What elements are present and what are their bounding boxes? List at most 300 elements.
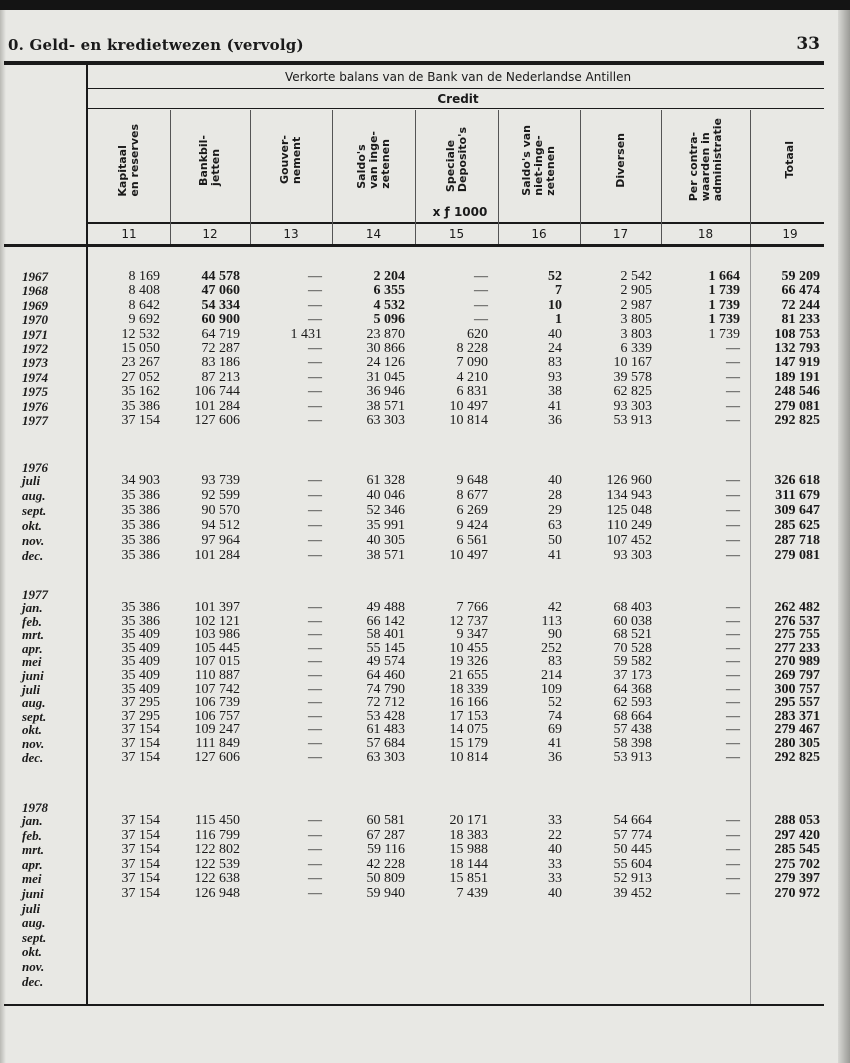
cell-col-15: 7 766 — [456, 600, 488, 615]
cell-col-16: 93 — [548, 369, 562, 385]
cell-col-19: 279 397 — [774, 871, 820, 887]
column-header-18 — [661, 110, 750, 210]
table-row — [0, 902, 850, 916]
cell-col-18: — — [726, 722, 740, 738]
cell-col-14: 52 346 — [366, 502, 405, 518]
cell-col-12: 83 186 — [201, 355, 240, 371]
cell-col-13: — — [308, 502, 322, 518]
column-number: 13 — [283, 227, 299, 241]
cell-col-14: 53 428 — [366, 708, 405, 724]
column-header-11 — [88, 110, 170, 210]
cell-col-19: 292 825 — [774, 413, 820, 428]
section-credit: Credit — [437, 92, 479, 106]
row-label: okt. — [22, 722, 42, 738]
cell-col-13: — — [308, 695, 322, 711]
cell-col-14: 2 204 — [373, 269, 405, 284]
cell-col-14: 58 401 — [366, 627, 405, 643]
cell-col-19: 285 625 — [774, 517, 820, 533]
table-row — [0, 299, 850, 313]
cell-col-12: 101 284 — [194, 547, 240, 563]
cell-col-16: 24 — [548, 341, 562, 356]
cell-col-19: 81 233 — [781, 312, 820, 328]
cell-col-18: — — [726, 369, 740, 385]
cell-col-18: — — [726, 532, 740, 548]
cell-col-16: 40 — [548, 326, 562, 342]
table-row — [0, 371, 850, 385]
cell-col-12: 94 512 — [201, 517, 240, 533]
table-row — [0, 519, 850, 533]
cell-col-11: 8 169 — [128, 269, 160, 284]
column-header-15 — [415, 110, 498, 210]
table-row — [0, 270, 850, 284]
cell-col-19: 108 753 — [774, 326, 820, 342]
cell-col-17: 68 403 — [613, 600, 652, 615]
cell-col-17: 58 398 — [613, 736, 652, 751]
cell-col-14: 42 228 — [366, 856, 405, 872]
cell-col-19: 283 371 — [774, 708, 820, 724]
cell-col-13: — — [308, 384, 322, 400]
cell-col-14: 38 571 — [366, 398, 405, 414]
cell-col-17: 2 905 — [620, 283, 652, 299]
column-divider — [750, 110, 751, 244]
cell-col-14: 61 328 — [366, 473, 405, 488]
row-label: mrt. — [22, 627, 45, 643]
cell-col-15: — — [474, 312, 488, 328]
cell-col-13: — — [308, 355, 322, 371]
cell-col-14: 59 116 — [367, 842, 405, 858]
cell-col-13: — — [308, 341, 322, 356]
cell-col-18: — — [726, 547, 740, 563]
cell-col-14: 74 790 — [366, 681, 405, 697]
table-row — [0, 737, 850, 751]
cell-col-11: 27 052 — [121, 369, 160, 385]
table-row — [0, 504, 850, 518]
cell-col-11: 37 154 — [121, 813, 160, 828]
cell-col-18: 1 739 — [708, 283, 740, 299]
column-divider — [170, 110, 171, 244]
cell-col-14: 5 096 — [373, 312, 405, 328]
cell-col-17: 62 593 — [613, 695, 652, 711]
table-row — [0, 313, 850, 327]
cell-col-17: 52 913 — [613, 871, 652, 887]
row-label: aug. — [22, 915, 46, 931]
column-divider — [332, 110, 333, 244]
row-label: apr. — [22, 640, 43, 656]
cell-col-11: 35 409 — [121, 681, 160, 697]
cell-col-17: 70 528 — [613, 640, 652, 656]
cell-col-18: — — [726, 502, 740, 518]
cell-col-19: 279 081 — [774, 547, 820, 563]
cell-col-18: — — [726, 473, 740, 488]
cell-col-19: 262 482 — [774, 600, 820, 615]
cell-col-19: 309 647 — [774, 502, 820, 518]
cell-col-16: 50 — [548, 532, 562, 548]
cell-col-18: — — [726, 355, 740, 371]
cell-col-19: 189 191 — [774, 369, 820, 385]
cell-col-15: 10 455 — [449, 640, 488, 656]
table-row — [0, 474, 850, 488]
column-header-17 — [580, 110, 661, 210]
table-row — [0, 669, 850, 683]
rule — [88, 222, 824, 224]
cell-col-13: — — [308, 640, 322, 656]
cell-col-17: 6 339 — [620, 341, 652, 356]
column-number: 14 — [365, 227, 382, 241]
column-divider — [580, 110, 581, 244]
row-label: sept. — [22, 502, 47, 518]
cell-col-18: — — [726, 627, 740, 643]
cell-col-19: 295 557 — [774, 695, 820, 711]
cell-col-15: 8 228 — [456, 341, 488, 356]
row-label: mei — [22, 654, 42, 670]
cell-col-15: 10 497 — [449, 547, 488, 563]
cell-col-19: 275 755 — [774, 627, 820, 643]
cell-col-19: 132 793 — [774, 341, 820, 356]
cell-col-17: 3 803 — [620, 326, 652, 342]
block-year-label: 1977 — [22, 587, 48, 602]
cell-col-17: 62 825 — [613, 384, 652, 400]
cell-col-13: — — [308, 413, 322, 428]
column-number: 19 — [782, 227, 798, 241]
cell-col-15: — — [474, 269, 488, 284]
column-number: 18 — [697, 227, 714, 241]
cell-col-12: 54 334 — [201, 297, 240, 313]
cell-col-15: 10 814 — [449, 749, 488, 765]
row-label: okt. — [22, 944, 42, 960]
cell-col-14: 49 574 — [366, 654, 405, 670]
column-number: 17 — [612, 227, 629, 241]
cell-col-13: — — [308, 736, 322, 751]
cell-col-19: 292 825 — [774, 749, 820, 765]
cell-col-16: 1 — [555, 312, 562, 328]
cell-col-13: — — [308, 517, 322, 533]
cell-col-14: 30 866 — [366, 341, 405, 356]
cell-col-12: 90 570 — [201, 502, 240, 518]
cell-col-14: 36 946 — [366, 384, 405, 400]
cell-col-18: — — [726, 827, 740, 843]
bottom-rule — [4, 1004, 824, 1006]
cell-col-13: — — [308, 856, 322, 872]
cell-col-11: 37 295 — [121, 695, 160, 711]
cell-col-16: 40 — [548, 842, 562, 858]
column-header-label: Saldo's van inge- zetenen — [354, 131, 392, 189]
row-label: 1971 — [22, 326, 48, 342]
rule — [88, 88, 824, 89]
page-number: 33 — [796, 34, 820, 54]
cell-col-14: 55 145 — [366, 640, 405, 656]
cell-col-16: 22 — [548, 827, 562, 843]
cell-col-19: 287 718 — [774, 532, 820, 548]
table-row — [0, 400, 850, 414]
cell-col-17: 125 048 — [606, 502, 652, 518]
cell-col-15: 8 677 — [456, 487, 488, 503]
row-label: 1970 — [22, 312, 48, 328]
row-label: dec. — [22, 547, 44, 563]
table-row — [0, 916, 850, 930]
cell-col-16: 69 — [548, 722, 562, 738]
cell-col-12: 122 539 — [194, 856, 240, 872]
cell-col-15: 16 166 — [449, 695, 488, 711]
row-label: juli — [22, 473, 41, 488]
cell-col-14: 66 142 — [366, 613, 405, 629]
cell-col-19: 275 702 — [774, 856, 820, 872]
cell-col-15: 6 269 — [456, 502, 488, 518]
cell-col-11: 37 154 — [121, 749, 160, 765]
cell-col-12: 111 849 — [195, 736, 240, 751]
cell-col-18: — — [726, 640, 740, 656]
table-row — [0, 829, 850, 843]
cell-col-19: 72 244 — [781, 297, 820, 313]
column-header-13 — [250, 110, 332, 210]
cell-col-15: 12 737 — [449, 613, 488, 629]
table-row — [0, 601, 850, 615]
cell-col-15: 620 — [467, 326, 488, 342]
cell-col-11: 37 154 — [121, 413, 160, 428]
cell-col-11: 35 162 — [121, 384, 160, 400]
cell-col-11: 37 154 — [121, 856, 160, 872]
cell-col-16: 36 — [548, 749, 562, 765]
cell-col-14: 24 126 — [366, 355, 405, 371]
cell-col-14: 38 571 — [366, 547, 405, 563]
cell-col-15: 17 153 — [449, 708, 488, 724]
cell-col-11: 35 409 — [121, 654, 160, 670]
column-header-label: Kapitaal en reserves — [116, 123, 141, 197]
cell-col-16: 40 — [548, 886, 562, 901]
cell-col-13: — — [308, 613, 322, 629]
cell-col-14: 31 045 — [366, 369, 405, 385]
cell-col-17: 107 452 — [606, 532, 652, 548]
cell-col-13: — — [308, 871, 322, 887]
cell-col-13: — — [308, 886, 322, 901]
cell-col-17: 39 452 — [613, 886, 652, 901]
cell-col-18: — — [726, 517, 740, 533]
cell-col-14: 23 870 — [366, 326, 405, 342]
cell-col-12: 101 284 — [194, 398, 240, 414]
cell-col-14: 57 684 — [366, 736, 405, 751]
cell-col-12: 122 802 — [194, 842, 240, 858]
cell-col-13: — — [308, 600, 322, 615]
cell-col-17: 55 604 — [613, 856, 652, 872]
column-number: 15 — [448, 227, 465, 241]
cell-col-15: 18 144 — [449, 856, 488, 872]
table-row — [0, 887, 850, 901]
cell-col-16: 52 — [548, 695, 562, 711]
cell-col-15: 15 851 — [449, 871, 488, 887]
cell-col-17: 126 960 — [606, 473, 652, 488]
cell-col-11: 35 386 — [121, 398, 160, 414]
cell-col-18: — — [726, 813, 740, 828]
cell-col-14: 63 303 — [366, 749, 405, 765]
cell-col-15: 19 326 — [449, 654, 488, 670]
row-label: 1974 — [22, 369, 48, 385]
cell-col-11: 35 386 — [121, 487, 160, 503]
cell-col-11: 35 386 — [121, 517, 160, 533]
column-divider — [415, 110, 416, 244]
cell-col-12: 60 900 — [201, 312, 240, 328]
cell-col-11: 37 154 — [121, 722, 160, 738]
cell-col-13: — — [308, 722, 322, 738]
cell-col-15: 20 171 — [449, 813, 488, 828]
cell-col-17: 53 913 — [613, 413, 652, 428]
top-rule — [4, 61, 824, 65]
cell-col-16: 29 — [548, 502, 562, 518]
column-header-label: Totaal — [783, 141, 796, 179]
cell-col-18: — — [726, 736, 740, 751]
cell-col-11: 15 050 — [121, 341, 160, 356]
row-label: nov. — [22, 532, 45, 548]
cell-col-16: 113 — [541, 613, 562, 629]
column-number: 12 — [202, 227, 218, 241]
cell-col-16: 7 — [555, 283, 562, 299]
cell-col-16: 10 — [548, 297, 562, 313]
cell-col-17: 110 249 — [607, 517, 652, 533]
cell-col-15: 10 814 — [449, 413, 488, 428]
cell-col-12: 106 739 — [194, 695, 240, 711]
row-label: okt. — [22, 517, 42, 533]
column-header-label: Gouver- nement — [278, 135, 303, 185]
cell-col-13: 1 431 — [290, 326, 322, 342]
column-header-16 — [498, 110, 580, 210]
cell-col-17: 57 774 — [613, 827, 652, 843]
cell-col-16: 41 — [548, 547, 562, 563]
column-number: 16 — [531, 227, 547, 241]
row-label: juli — [22, 900, 41, 916]
row-label: aug. — [22, 487, 46, 503]
cell-col-19: 66 474 — [781, 283, 820, 299]
cell-col-19: 270 989 — [774, 654, 820, 670]
row-label: feb. — [22, 613, 42, 629]
row-label: nov. — [22, 736, 45, 751]
cell-col-13: — — [308, 283, 322, 299]
cell-col-12: 97 964 — [201, 532, 240, 548]
column-header-14 — [332, 110, 415, 210]
table-row — [0, 931, 850, 945]
row-label: 1968 — [22, 283, 48, 299]
cell-col-14: 35 991 — [366, 517, 405, 533]
cell-col-17: 64 368 — [613, 681, 652, 697]
cell-col-12: 64 719 — [201, 326, 240, 342]
book-binding-edge — [0, 0, 850, 10]
cell-col-14: 59 940 — [366, 886, 405, 901]
cell-col-18: 1 739 — [708, 297, 740, 313]
table-row — [0, 858, 850, 872]
cell-col-14: 6 355 — [373, 283, 405, 299]
row-label: 1967 — [22, 269, 48, 284]
cell-col-17: 60 038 — [613, 613, 652, 629]
cell-col-15: 15 988 — [449, 842, 488, 858]
row-label: sept. — [22, 708, 47, 724]
cell-col-16: 38 — [548, 384, 562, 400]
cell-col-11: 37 154 — [121, 886, 160, 901]
row-label: 1973 — [22, 355, 48, 371]
cell-col-17: 93 303 — [613, 547, 652, 563]
cell-col-13: — — [308, 398, 322, 414]
cell-col-18: — — [726, 487, 740, 503]
table-row — [0, 489, 850, 503]
cell-col-15: — — [474, 283, 488, 299]
row-label: 1977 — [22, 413, 48, 428]
cell-col-18: — — [726, 341, 740, 356]
row-label: 1976 — [22, 398, 48, 414]
table-row — [0, 960, 850, 974]
cell-col-13: — — [308, 654, 322, 670]
cell-col-11: 35 386 — [121, 532, 160, 548]
cell-col-19: 326 618 — [774, 473, 820, 488]
cell-col-12: 116 799 — [195, 827, 240, 843]
cell-col-13: — — [308, 369, 322, 385]
cell-col-13: — — [308, 532, 322, 548]
cell-col-12: 47 060 — [201, 283, 240, 299]
cell-col-15: 4 210 — [456, 369, 488, 385]
row-label: apr. — [22, 856, 43, 872]
column-number: 11 — [121, 227, 137, 241]
cell-col-11: 8 642 — [128, 297, 160, 313]
cell-col-13: — — [308, 827, 322, 843]
cell-col-18: — — [726, 749, 740, 765]
cell-col-16: 109 — [541, 681, 562, 697]
cell-col-14: 40 046 — [366, 487, 405, 503]
cell-col-11: 12 532 — [121, 326, 160, 342]
cell-col-12: 107 742 — [194, 681, 240, 697]
table-row — [0, 342, 850, 356]
cell-col-14: 40 305 — [366, 532, 405, 548]
cell-col-12: 127 606 — [194, 413, 240, 428]
cell-col-16: 52 — [548, 269, 562, 284]
cell-col-19: 280 305 — [774, 736, 820, 751]
cell-col-16: 74 — [548, 708, 562, 724]
column-header-label: Per contra- waarden in administratie — [686, 118, 724, 202]
cell-col-14: 67 287 — [366, 827, 405, 843]
cell-col-16: 41 — [548, 398, 562, 414]
cell-col-19: 248 546 — [774, 384, 820, 400]
cell-col-14: 64 460 — [366, 668, 405, 683]
cell-col-19: 147 919 — [774, 355, 820, 371]
cell-col-19: 279 467 — [774, 722, 820, 738]
cell-col-13: — — [308, 708, 322, 724]
cell-col-18: — — [726, 681, 740, 697]
table-row — [0, 385, 850, 399]
cell-col-19: 297 420 — [774, 827, 820, 843]
cell-col-13: — — [308, 473, 322, 488]
cell-col-16: 40 — [548, 473, 562, 488]
cell-col-15: — — [474, 297, 488, 313]
column-header-label: Saldo's van niet-inge- zetenen — [520, 124, 557, 196]
cell-col-17: 134 943 — [606, 487, 652, 503]
cell-col-18: 1 739 — [708, 326, 740, 342]
cell-col-18: — — [726, 695, 740, 711]
column-divider — [250, 110, 251, 244]
cell-col-14: 4 532 — [373, 297, 405, 313]
cell-col-19: 311 679 — [775, 487, 820, 503]
cell-col-11: 23 267 — [121, 355, 160, 371]
cell-col-15: 6 831 — [456, 384, 488, 400]
cell-col-19: 270 972 — [774, 886, 820, 901]
column-divider — [661, 110, 662, 244]
cell-col-15: 14 075 — [449, 722, 488, 738]
cell-col-19: 300 757 — [774, 681, 820, 697]
rule — [88, 108, 824, 109]
cell-col-12: 109 247 — [194, 722, 240, 738]
cell-col-11: 35 409 — [121, 640, 160, 656]
cell-col-16: 41 — [548, 736, 562, 751]
table-row — [0, 975, 850, 989]
cell-col-11: 34 903 — [121, 473, 160, 488]
cell-col-16: 28 — [548, 487, 562, 503]
header-bottom-rule — [4, 244, 824, 247]
table-row — [0, 814, 850, 828]
cell-col-17: 50 445 — [613, 842, 652, 858]
cell-col-16: 42 — [548, 600, 562, 615]
